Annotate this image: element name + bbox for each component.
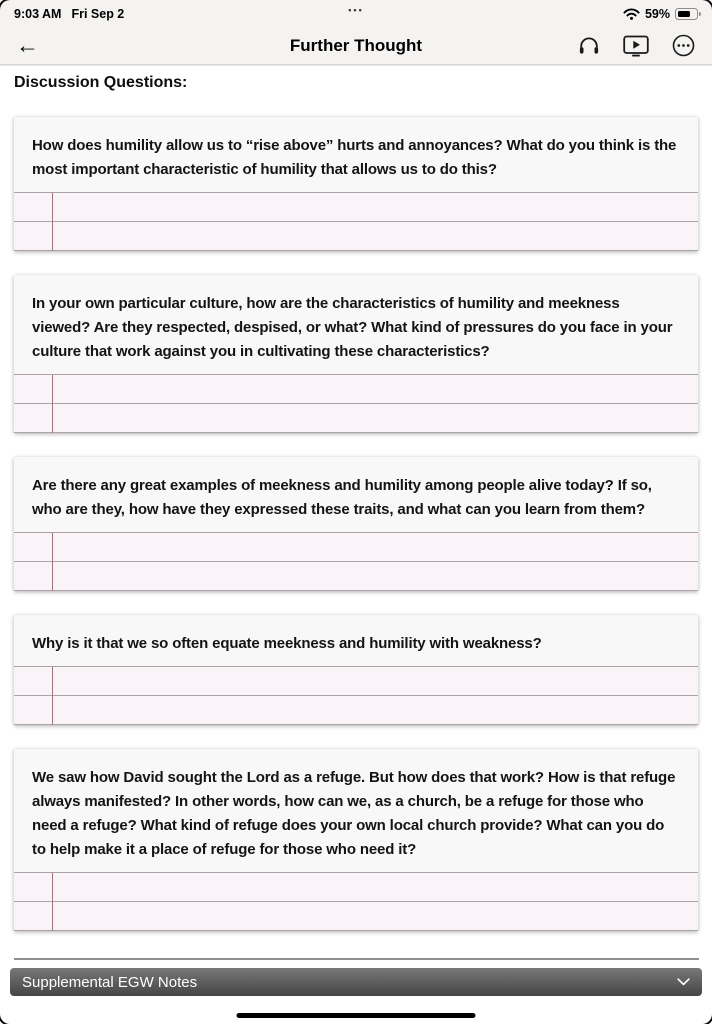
question-card <box>14 275 698 433</box>
battery-icon <box>675 8 698 20</box>
content-area <box>0 65 712 958</box>
headphones-icon[interactable] <box>576 33 602 59</box>
egw-notes-label: Supplemental EGW Notes <box>22 973 198 991</box>
nav-actions <box>576 33 696 59</box>
notes-area <box>14 872 698 931</box>
status-left <box>14 7 124 21</box>
note-row[interactable] <box>14 222 698 251</box>
back-button[interactable]: ← <box>16 32 39 58</box>
clock: 9:03 AM <box>14 7 62 21</box>
notebook-margin-line <box>52 193 53 251</box>
notes-area <box>14 532 698 591</box>
note-row[interactable] <box>14 667 698 696</box>
status-bar <box>0 0 712 25</box>
question-card <box>14 117 698 251</box>
question-card <box>14 457 698 591</box>
question-card <box>14 615 698 725</box>
note-row[interactable] <box>14 562 698 591</box>
note-row[interactable] <box>14 873 698 902</box>
section-heading: Discussion Questions: <box>14 74 188 91</box>
note-row[interactable] <box>14 902 698 931</box>
note-row[interactable] <box>14 404 698 433</box>
question-text: How does humility allow us to “rise above” hurts and annoyances? What do you think is the most important characteristic of humility that allows us to do this? <box>32 137 677 178</box>
battery-percent: 59% <box>644 7 670 21</box>
notes-area <box>14 374 698 433</box>
footer-divider <box>14 958 699 960</box>
question-list <box>0 117 712 931</box>
notes-area <box>14 666 698 725</box>
note-row[interactable] <box>14 193 698 222</box>
notebook-margin-line <box>52 667 53 725</box>
notebook-margin-line <box>52 873 53 931</box>
question-text: In your own particular culture, how are the characteristics of humility and meekness viewed? Are they respected, despised, or what? What kind of pressures do you face in your culture that work against you in cultivating these characteristics? <box>32 295 673 360</box>
battery-fill <box>678 11 690 18</box>
nav-bar <box>0 25 712 66</box>
supplemental-egw-notes-accordion[interactable] <box>10 968 702 996</box>
notebook-margin-line <box>52 533 53 591</box>
question-text: Why is it that we so often equate meekness and humility with weakness? <box>32 635 542 652</box>
more-options-icon[interactable] <box>670 33 696 59</box>
note-row[interactable] <box>14 696 698 725</box>
screen-corner-icon <box>699 1011 712 1024</box>
multitask-dots-icon: ••• <box>348 5 364 15</box>
screen-corner-icon <box>0 1011 13 1024</box>
notebook-margin-line <box>52 375 53 433</box>
video-player-icon[interactable] <box>623 33 649 59</box>
status-right <box>623 7 698 21</box>
home-indicator[interactable] <box>237 1013 476 1019</box>
top-chrome <box>0 0 712 65</box>
question-text: Are there any great examples of meekness and humility among people alive today? If so, who are they, how have they expressed these traits, and what can you learn from them? <box>32 477 652 518</box>
date: Fri Sep 2 <box>71 7 125 21</box>
note-row[interactable] <box>14 533 698 562</box>
page-title: Further Thought <box>289 35 423 55</box>
question-text: We saw how David sought the Lord as a refuge. But how does that work? How is that refuge always manifested? In other words, how can we, as a church, be a refuge for those who need a refuge? What kind of refuge does your own local church provide? What can you do to help make it a place of refuge for those who need it? <box>32 769 676 858</box>
chevron-down-icon <box>677 978 690 986</box>
question-card <box>14 749 698 931</box>
wifi-icon <box>623 8 640 20</box>
note-row[interactable] <box>14 375 698 404</box>
notes-area <box>14 192 698 251</box>
